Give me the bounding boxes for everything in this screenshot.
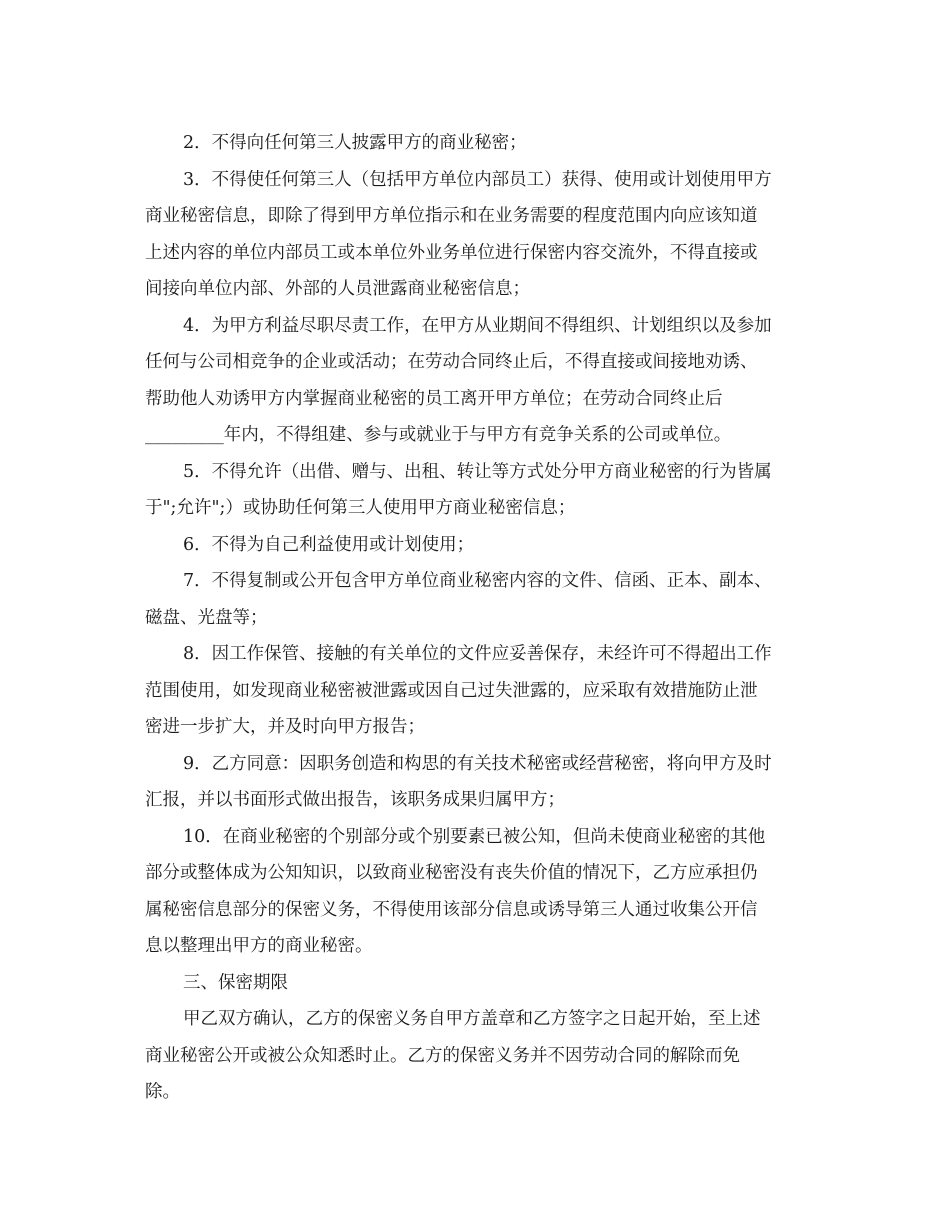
clause-9	[145, 746, 810, 819]
period-clause-line-3: 除。	[145, 1082, 180, 1102]
clause-10	[145, 819, 810, 965]
clause-9-line-2: 汇报，并以书面形式做出报告，该职务成果归属甲方；	[145, 790, 565, 810]
clause-9-line-1: 9．乙方同意：因职务创造和构思的有关技术秘密或经营秘密，将向甲方及时	[183, 753, 772, 774]
clause-3-line-4: 间接向单位内部、外部的人员泄露商业秘密信息；	[145, 279, 530, 299]
period-clause-line-2: 商业秘密公开或被公众知悉时止。乙方的保密义务并不因劳动合同的解除而免	[145, 1045, 740, 1066]
confidentiality-period-clause	[145, 1001, 810, 1111]
section-heading-text: 三、保密期限	[183, 972, 288, 993]
section-heading-confidentiality-period	[145, 965, 810, 1002]
clause-4-line-4: _________年内，不得组建、参与或就业于与甲方有竞争关系的公司或单位。	[145, 425, 732, 445]
clause-7-line-1: 7．不得复制或公开包含甲方单位商业秘密内容的文件、信函、正本、副本、	[183, 571, 772, 591]
clause-10-line-2: 部分或整体成为公知知识，以致商业秘密没有丧失价值的情况下，乙方应承担仍	[145, 863, 758, 883]
period-clause-line-1: 甲乙双方确认，乙方的保密义务自甲方盖章和乙方签字之日起开始，至上述	[183, 1009, 761, 1029]
clause-2	[145, 125, 810, 162]
clause-6-line-1: 6．不得为自己利益使用或计划使用；	[183, 534, 475, 555]
clause-4-line-1: 4．为甲方利益尽职尽责工作，在甲方从业期间不得组织、计划组织以及参加	[183, 315, 772, 336]
clause-5	[145, 454, 810, 527]
clause-3-line-3: 上述内容的单位内部员工或本单位外业务单位进行保密内容交流外，不得直接或	[145, 242, 758, 263]
clause-6	[145, 527, 810, 564]
clause-3-line-1: 3．不得使任何第三人（包括甲方单位内部员工）获得、使用或计划使用甲方	[183, 169, 772, 190]
clause-8-line-2: 范围使用，如发现商业秘密被泄露或因自己过失泄露的，应采取有效措施防止泄	[145, 680, 758, 701]
clause-7	[145, 563, 810, 636]
clause-10-line-3: 属秘密信息部分的保密义务，不得使用该部分信息或诱导第三人通过收集公开信	[145, 899, 758, 920]
clause-10-line-4: 息以整理出甲方的商业秘密。	[145, 936, 373, 956]
clause-3-line-2: 商业秘密信息，即除了得到甲方单位指示和在业务需要的程度范围内向应该知道	[145, 206, 758, 226]
clause-8-line-3: 密进一步扩大，并及时向甲方报告；	[145, 717, 425, 737]
clause-5-line-2: 于";允许";）或协助任何第三人使用甲方商业秘密信息；	[145, 498, 576, 518]
clause-7-line-2: 磁盘、光盘等；	[145, 607, 268, 628]
clause-10-line-1: 10．在商业秘密的个别部分或个别要素已被公知，但尚未使商业秘密的其他	[183, 826, 766, 847]
clause-8-line-1: 8．因工作保管、接触的有关单位的文件应妥善保存，未经许可不得超出工作	[183, 644, 772, 664]
clause-8	[145, 636, 810, 746]
clause-5-line-1: 5．不得允许（出借、赠与、出租、转让等方式处分甲方商业秘密的行为皆属	[183, 461, 772, 482]
clause-2-line-1: 2．不得向任何第三人披露甲方的商业秘密；	[183, 133, 527, 153]
clause-4-line-3: 帮助他人劝诱甲方内掌握商业秘密的员工离开甲方单位；在劳动合同终止后	[145, 388, 723, 409]
clause-3	[145, 162, 810, 308]
document-body	[145, 125, 810, 1111]
clause-4	[145, 308, 810, 454]
clause-4-line-2: 任何与公司相竞争的企业或活动；在劳动合同终止后，不得直接或间接地劝诱、	[145, 352, 758, 372]
